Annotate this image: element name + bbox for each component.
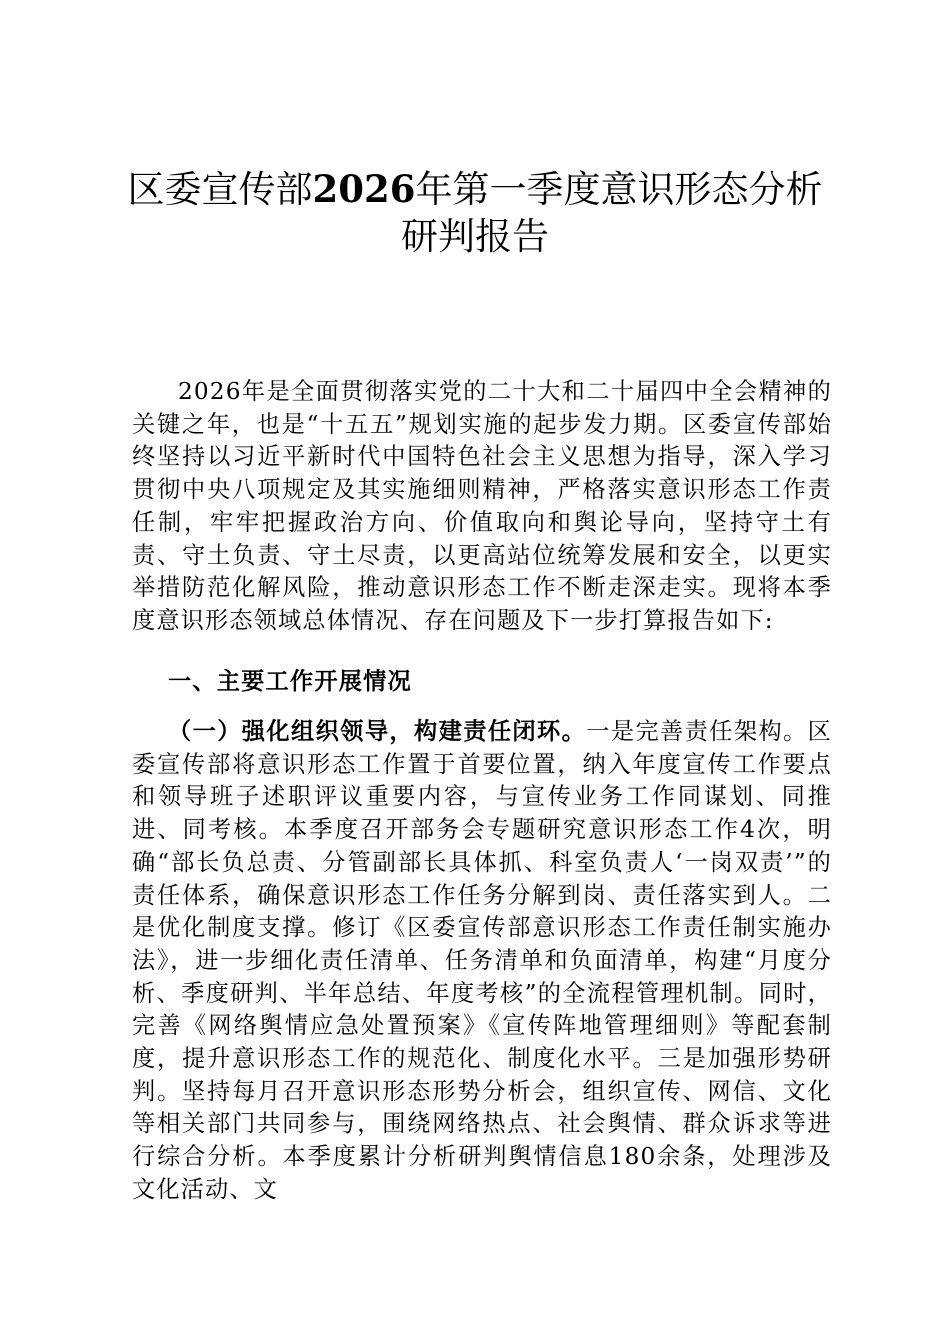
section-heading: 一、主要工作开展情况 — [168, 668, 412, 695]
subsection-lead: （一）强化组织领导，构建责任闭环。 — [168, 718, 587, 745]
document-title — [120, 166, 830, 260]
intro-paragraph: 2026年是全面贯彻落实党的二十大和二十届四中全会精神的关键之年，也是“十五五”规划实施的起步发力期。区委宣传部始终坚持以习近平新时代中国特色社会主义思想为指导，深入学习贯彻中央八项规定及其实施细则精神，严格落实意识形态工作责任制，牢牢把握政治方向、价值取向和舆论导向，坚持守土有责、守土负责、守土尽责，以更高站位统筹发展和安全，以更实举措防范化解风险，推动意识形态工作不断走深走实。现将本季度意识形态领域总体情况、存在问题及下一步打算报告如下: — [132, 378, 832, 634]
subsection-body: 一是完善责任架构。区委宣传部将意识形态工作置于首要位置，纳入年度宣传工作要点和领导班子述职评议重要内容，与宣传业务工作同谋划、同推进、同考核。本季度召开部务会专题研究意识形态工作4次，明确“部长负总责、分管副部长具体抓、科室负责人‘一岗双责’”的责任体系，确保意识形态工作任务分解到岗、责任落实到人。二是优化制度支撑。修订《区委宣传部意识形态工作责任制实施办法》，进一步细化责任清单、任务清单和负面清单，构建“月度分析、季度研判、半年总结、年度考核”的全流程管理机制。同时，完善《网络舆情应急处置预案》《宣传阵地管理细则》等配套制度，提升意识形态工作的规范化、制度化水平。三是加强形势研判。坚持每月召开意识形态形势分析会，组织宣传、网信、文化等相关部门共同参与，围绕网络热点、社会舆情、群众诉求等进行综合分析。本季度累计分析研判舆情信息180余条，处理涉及文化活动、文 — [132, 718, 832, 1203]
title-suffix: 年第一季度意识形态分析研判报告 — [401, 168, 823, 258]
subsection-paragraph — [132, 716, 832, 1207]
title-year: 2026 — [312, 167, 416, 211]
title-prefix: 区委宣传部 — [127, 168, 313, 211]
